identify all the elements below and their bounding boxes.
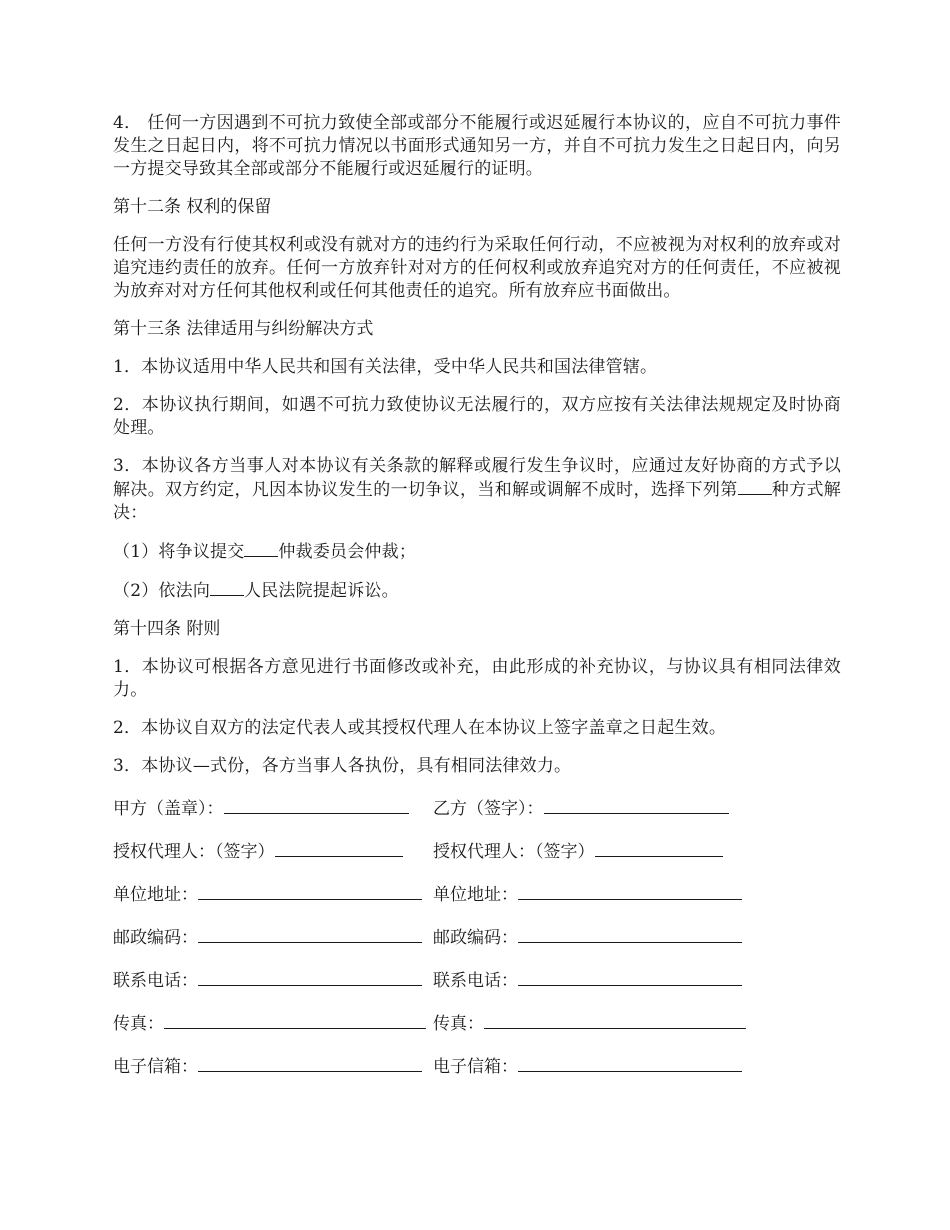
address-a-label: 单位地址： — [113, 885, 198, 905]
choice-blank[interactable] — [738, 478, 772, 495]
postcode-a-field[interactable] — [198, 925, 422, 943]
phone-a-field[interactable] — [198, 968, 422, 986]
email-a-label: 电子信箱： — [113, 1057, 198, 1077]
signature-row-postcode — [113, 925, 841, 950]
clause-14-heading: 第十四条 附则 — [113, 619, 221, 639]
agent-a-label: 授权代理人：（签字） — [113, 842, 275, 862]
phone-b-field[interactable] — [518, 968, 742, 986]
clause-13-item-1: 1．本协议适用中华人民共和国有关法律，受中华人民共和国法律管辖。 — [113, 357, 658, 377]
signature-row-email — [113, 1054, 841, 1079]
signature-row-phone — [113, 968, 841, 993]
phone-b-label: 联系电话： — [433, 971, 518, 991]
option-1-tail: 仲裁委员会仲裁； — [278, 542, 417, 562]
clause-11-item-4: 4． 任何一方因遇到不可抗力致使全部或部分不能履行或迟延履行本协议的，应自不可抗力事件发生之日起日内，将不可抗力情况以书面形式通知另一方，并自不可抗力发生之日起日内，向另一方提交导致其全部或部分不能履行或迟延履行的证明。 — [113, 113, 841, 179]
address-b-field[interactable] — [518, 882, 742, 900]
email-a-field[interactable] — [198, 1054, 422, 1072]
address-a-field[interactable] — [198, 882, 422, 900]
signature-row-party — [113, 796, 841, 821]
agent-a-field[interactable] — [275, 839, 403, 857]
option-2-text: （2）依法向 — [113, 581, 211, 601]
party-b-field[interactable] — [544, 796, 729, 814]
fax-b-field[interactable] — [484, 1011, 746, 1029]
option-1 — [113, 540, 841, 564]
phone-a-label: 联系电话： — [113, 971, 198, 991]
court-blank[interactable] — [210, 579, 244, 596]
option-1-text: （1）将争议提交 — [113, 542, 245, 562]
agent-b-field[interactable] — [595, 839, 723, 857]
clause-12-body: 任何一方没有行使其权利或没有就对方的违约行为采取任何行动，不应被视为对权利的放弃或对追究违约责任的放弃。任何一方放弃针对对方的任何权利或放弃追究对方的任何责任，不应被视为放弃对对方任何其他权利或任何其他责任的追究。所有放弃应书面做出。 — [113, 235, 841, 301]
clause-13-item-3 — [113, 455, 841, 525]
signature-row-address — [113, 882, 841, 907]
signature-row-fax — [113, 1011, 841, 1036]
option-2-tail: 人民法院提起诉讼。 — [244, 581, 399, 601]
fax-a-field[interactable] — [164, 1011, 426, 1029]
option-2 — [113, 579, 841, 603]
email-b-label: 电子信箱： — [433, 1057, 518, 1077]
party-a-field[interactable] — [224, 796, 409, 814]
document-page — [113, 112, 841, 1097]
clause-13-item-2: 2．本协议执行期间，如遇不可抗力致使协议无法履行的，双方应按有关法律法规规定及时协商处理。 — [113, 395, 841, 438]
fax-b-label: 传真： — [433, 1014, 484, 1034]
arbitration-blank[interactable] — [244, 540, 278, 557]
party-b-label: 乙方（签字）： — [433, 799, 544, 819]
postcode-b-field[interactable] — [518, 925, 742, 943]
agent-b-label: 授权代理人：（签字） — [433, 842, 595, 862]
address-b-label: 单位地址： — [433, 885, 518, 905]
clause-14-item-1: 1．本协议可根据各方意见进行书面修改或补充，由此形成的补充协议，与协议具有相同法律效力。 — [113, 657, 841, 700]
party-a-label: 甲方（盖章）： — [113, 799, 224, 819]
clause-14-item-2: 2．本协议自双方的法定代表人或其授权代理人在本协议上签字盖章之日起生效。 — [113, 718, 727, 738]
clause-13-heading: 第十三条 法律适用与纠纷解决方式 — [113, 319, 374, 339]
clause-13-item-3-tail: 种方式解决： — [113, 480, 841, 523]
clause-14-item-3: 3．本协议—式份，各方当事人各执份，具有相同法律效力。 — [113, 756, 572, 776]
email-b-field[interactable] — [518, 1054, 742, 1072]
fax-a-label: 传真： — [113, 1014, 164, 1034]
signature-row-agent — [113, 839, 841, 864]
clause-13-item-3-text: 3．本协议各方当事人对本协议有关条款的解释或履行发生争议时，应通过友好协商的方式予以解决。双方约定，凡因本协议发生的一切争议，当和解或调解不成时，选择下列第 — [113, 456, 841, 500]
postcode-a-label: 邮政编码： — [113, 928, 198, 948]
clause-12-heading: 第十二条 权利的保留 — [113, 197, 272, 217]
postcode-b-label: 邮政编码： — [433, 928, 518, 948]
